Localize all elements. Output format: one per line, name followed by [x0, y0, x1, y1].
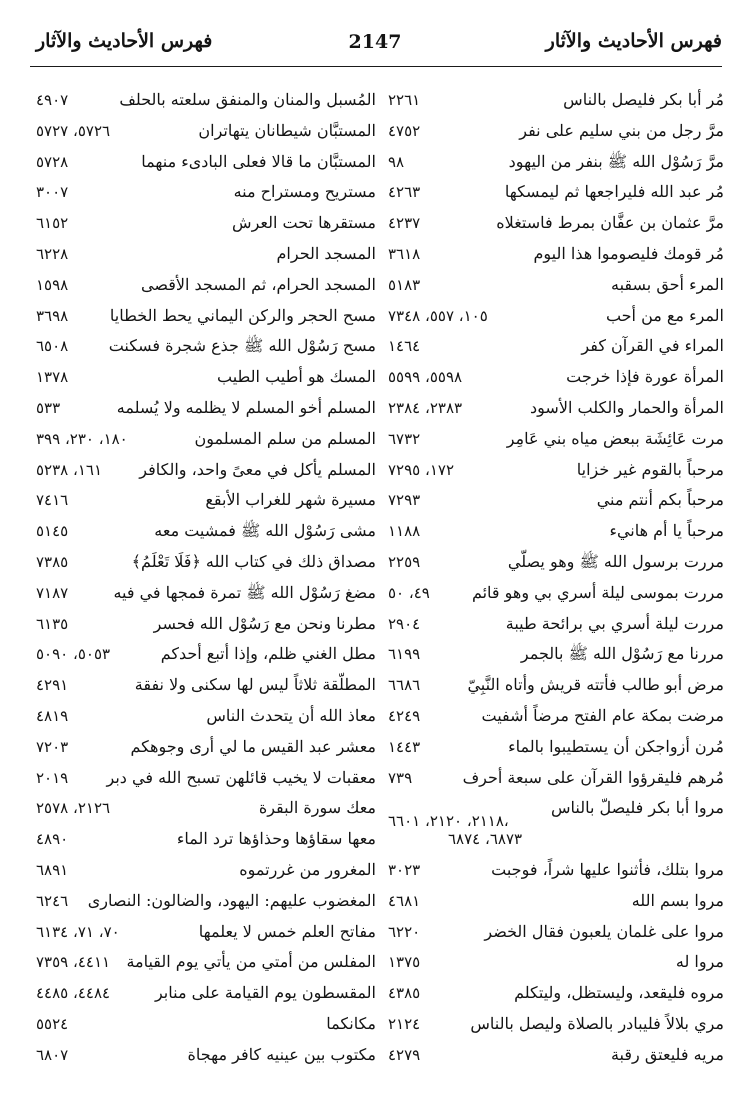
- entry-refs: ٤٢٦٣: [388, 183, 421, 202]
- index-entry: [36, 950, 376, 981]
- entry-text: المسجد الحرام، ثم المسجد الأقصى: [140, 274, 376, 294]
- left-index-column: [36, 88, 376, 1074]
- entry-text: المسجد الحرام: [276, 243, 376, 263]
- index-entry: [36, 889, 376, 920]
- index-entry: [36, 1012, 376, 1043]
- entry-text: مرحباً بالقوم غير خزايا: [576, 459, 724, 479]
- index-entry: [36, 981, 376, 1012]
- index-entry: [36, 673, 376, 704]
- entry-refs: ٥٧٢٨: [36, 152, 69, 171]
- entry-refs: ٤٢٤٩: [388, 706, 421, 725]
- entry-refs: ٧٣٨٥: [36, 552, 69, 571]
- entry-refs: ١٤٦٤: [388, 337, 421, 356]
- entry-text: مرَّ عثمان بن عفَّان بمرط فاستغلاه: [496, 213, 724, 233]
- entry-refs: ٣٦٩٨: [36, 306, 69, 325]
- entry-refs: ٦٧٣٢: [388, 429, 421, 448]
- index-entry: [36, 550, 376, 581]
- entry-refs: ٤٩، ٥٠: [388, 583, 430, 602]
- entry-refs: ٢١٢٦، ٢٥٧٨: [36, 799, 111, 818]
- entry-text: مريه فليعتق رقبة: [610, 1044, 724, 1064]
- index-entry: [388, 519, 724, 550]
- entry-refs: ٤٨٩٠: [36, 830, 69, 849]
- entry-text: مستقرها تحت العرش: [232, 213, 376, 233]
- index-entry: [388, 581, 724, 612]
- entry-text: مرَّ رجل من بني سليم على نفر: [519, 120, 724, 140]
- index-entry: [36, 581, 376, 612]
- index-entry: [36, 735, 376, 766]
- entry-text: مسيرة شهر للغراب الأبقع: [205, 490, 376, 510]
- entry-refs: ٢٣٨٣، ٢٣٨٤: [388, 398, 463, 417]
- index-entry: [388, 796, 724, 831]
- index-entry: [388, 858, 724, 889]
- entry-refs: ٧٢٠٣: [36, 737, 69, 756]
- entry-refs: ٣٠٢٣: [388, 860, 421, 879]
- entry-refs: ٢١١٨، ٢١٢٠، ٦٦٠١،: [388, 812, 509, 831]
- entry-refs: ٦٨٩١: [36, 860, 69, 879]
- index-entry: [36, 827, 376, 858]
- index-entry: [388, 88, 724, 119]
- index-entry: [388, 119, 724, 150]
- index-entry: [388, 150, 724, 181]
- index-entry: [388, 735, 724, 766]
- entry-refs: ٤٦٨١: [388, 891, 421, 910]
- entry-refs: ٦٨٠٧: [36, 1045, 69, 1064]
- entry-refs: ٧٠، ٧١، ٦١٣٤: [36, 922, 120, 941]
- entry-text: مررت برسول الله ﷺ وهو يصلّي: [507, 551, 724, 571]
- index-entry: [36, 427, 376, 458]
- entry-refs: ٤٩٠٧: [36, 91, 69, 109]
- index-entry: [36, 88, 376, 119]
- entry-refs: ١٣٧٨: [36, 368, 69, 387]
- entry-text: معشر عبد القيس ما لي أرى وجوهكم: [130, 736, 376, 756]
- entry-text: مروا على غلمان يلعبون فقال الخضر: [484, 921, 724, 941]
- entry-refs: ٢٢٦١: [388, 91, 421, 109]
- entry-refs: ٦١٣٥: [36, 614, 69, 633]
- entry-refs: ٦٥٠٨: [36, 337, 69, 356]
- entry-text: مُر عبد الله فليراجعها ثم ليمسكها: [504, 182, 724, 202]
- index-entry: [388, 550, 724, 581]
- index-entry: [36, 242, 376, 273]
- index-entry: [388, 211, 724, 242]
- index-entry: [36, 119, 376, 150]
- entry-text: مروا بسم الله: [631, 890, 724, 910]
- entry-text: المراء في القرآن كفر: [581, 336, 724, 356]
- index-entry: [36, 211, 376, 242]
- entry-refs: ٥٥٩٨، ٥٥٩٩: [388, 368, 463, 387]
- index-entry: [388, 334, 724, 365]
- index-entry: [388, 920, 724, 951]
- index-entry: [388, 981, 724, 1012]
- entry-refs: ٢٠١٩: [36, 768, 69, 787]
- entry-refs: ٥٣٣: [36, 398, 61, 417]
- entry-text: المرأة والحمار والكلب الأسود: [530, 397, 724, 417]
- header-title-right: فهرس الأحاديث والآثار: [545, 30, 722, 52]
- index-entry: [388, 242, 724, 273]
- entry-text: المرأة عورة فإذا خرجت: [566, 367, 724, 387]
- index-entry: [388, 673, 724, 704]
- entry-refs: ٧٢٩٣: [388, 491, 421, 510]
- entry-text: معاذ الله أن يتحدث الناس: [206, 705, 376, 725]
- index-entry: [388, 304, 724, 335]
- entry-text: مروه فليقعد، وليستظل، وليتكلم: [514, 983, 724, 1003]
- index-entry: [36, 180, 376, 211]
- entry-refs: ٦٢٤٦: [36, 891, 69, 910]
- entry-refs: ١٠٥، ٥٥٧، ٧٣٤٨: [388, 306, 488, 325]
- entry-refs: ٢٢٥٩: [388, 552, 421, 571]
- entry-refs: ٩٨: [388, 152, 405, 171]
- entry-text: مررنا مع رَسُوْل الله ﷺ بالجمر: [520, 644, 724, 664]
- entry-text: مصداق ذلك في كتاب الله ﴿فَلَا تَعْلَمُ﴾: [131, 551, 376, 571]
- index-entry: [36, 920, 376, 951]
- entry-text: المطلّقة ثلاثاً ليس لها سكنى ولا نفقة: [134, 675, 376, 695]
- entry-refs: ٤٤١١، ٧٣٥٩: [36, 953, 111, 972]
- entry-text: معقبات لا يخيب قائلهن تسبح الله في دبر: [106, 767, 376, 787]
- entry-refs: ٣٠٠٧: [36, 183, 69, 202]
- entry-text: مسح رَسُوْل الله ﷺ جذع شجرة فسكنت: [108, 336, 376, 356]
- entry-refs: ١٨٠، ٢٣٠، ٣٩٩: [36, 429, 128, 448]
- entry-refs: ١١٨٨: [388, 522, 421, 541]
- index-entry: [388, 642, 724, 673]
- index-entry: [388, 950, 724, 981]
- index-entry: [388, 766, 724, 797]
- index-entry: [388, 180, 724, 211]
- entry-text: مُر أبا بكر فليصل بالناس: [563, 90, 724, 109]
- entry-text: مطرنا ونحن مع رَسُوْل الله فحسر: [153, 613, 376, 633]
- entry-text: مُر قومك فليصوموا هذا اليوم: [533, 243, 724, 263]
- entry-text: مرض أبو طالب فأتته قريش وأتاه النَّبِيّ: [467, 675, 724, 695]
- right-index-column: [388, 88, 724, 1074]
- entry-refs: ١٥٩٨: [36, 275, 69, 294]
- entry-text: مسح الحجر والركن اليماني يحط الخطايا: [109, 305, 376, 325]
- entry-text: المفلس من أمتي من يأتي يوم القيامة: [126, 952, 376, 972]
- entry-refs: ٥٥٢٤: [36, 1014, 69, 1033]
- index-entry: [36, 396, 376, 427]
- entry-refs: ٥٧٢٦، ٥٧٢٧: [36, 121, 111, 140]
- entry-text: المستبَّان ما قالا فعلى البادىء منهما: [141, 151, 376, 171]
- entry-text: مروا أبا بكر فليصلّ بالناس: [550, 798, 724, 818]
- index-entry: [388, 365, 724, 396]
- entry-refs: ٧٤١٦: [36, 491, 69, 510]
- entry-text: مُرهم فليقرؤوا القرآن على سبعة أحرف: [462, 767, 724, 787]
- entry-text: مررت بموسى ليلة أسري بي وهو قائم: [471, 582, 724, 602]
- index-entry: [36, 273, 376, 304]
- entry-text: مرضت بمكة عام الفتح مرضاً أشفيت: [481, 705, 724, 725]
- header-title-left: فهرس الأحاديث والآثار: [36, 30, 213, 52]
- entry-text: مكانكما: [326, 1013, 376, 1033]
- entry-text: المقسطون يوم القيامة على منابر: [154, 983, 376, 1003]
- entry-refs: ٤٨١٩: [36, 706, 69, 725]
- entry-refs: ٢٩٠٤: [388, 614, 421, 633]
- entry-refs-continued: ٦٨٧٣، ٦٨٧٤: [448, 830, 523, 849]
- index-entry: [388, 612, 724, 643]
- entry-refs: ٤٧٥٢: [388, 121, 421, 140]
- entry-text: المُسبل والمنان والمنفق سلعته بالحلف: [119, 90, 376, 109]
- entry-refs: ٦٦٨٦: [388, 676, 421, 695]
- entry-refs: ٦١٥٢: [36, 214, 69, 233]
- entry-refs: ٥١٤٥: [36, 522, 69, 541]
- index-entry: [36, 150, 376, 181]
- entry-refs: ٤٣٨٥: [388, 984, 421, 1003]
- entry-text: مرحباً بكم أنتم مني: [596, 490, 724, 510]
- entry-refs: ٤٢٩١: [36, 676, 69, 695]
- entry-text: مفاتح العلم خمس لا يعلمها: [198, 921, 376, 941]
- entry-text: مستريح ومستراح منه: [233, 182, 376, 202]
- index-entry: [388, 458, 724, 489]
- entry-refs: ٤٢٧٩: [388, 1045, 421, 1064]
- entry-refs: ١٣٧٥: [388, 953, 421, 972]
- index-entry: [36, 458, 376, 489]
- entry-refs: ٢١٢٤: [388, 1014, 421, 1033]
- entry-text: مكتوب بين عينيه كافر مهجاة: [187, 1044, 376, 1064]
- index-entry: [36, 766, 376, 797]
- index-entry: [36, 796, 376, 827]
- page-number: 2147: [348, 31, 402, 53]
- entry-text: مرت عَائِشَة ببعض مياه بني عَامِر: [506, 428, 724, 448]
- entry-refs: ٦١٩٩: [388, 645, 421, 664]
- entry-refs: ١٧٢، ٧٢٩٥: [388, 460, 455, 479]
- entry-text: مروا له: [675, 952, 724, 972]
- entry-text: مشى رَسُوْل الله ﷺ فمشيت معه: [154, 521, 376, 541]
- index-entry: [36, 642, 376, 673]
- index-entry-continuation: [388, 827, 724, 858]
- index-entry: [36, 519, 376, 550]
- entry-text: مضغ رَسُوْل الله ﷺ تمرة فمجها في فيه: [113, 582, 376, 602]
- index-entry: [388, 488, 724, 519]
- entry-refs: ١٤٤٣: [388, 737, 421, 756]
- entry-text: المسلم من سلم المسلمون: [194, 428, 376, 448]
- entry-text: معك سورة البقرة: [258, 798, 376, 818]
- entry-refs: ٣٦١٨: [388, 244, 421, 263]
- entry-text: المسك هو أطيب الطيب: [217, 367, 376, 387]
- index-entry: [36, 704, 376, 735]
- entry-text: المغضوب عليهم: اليهود، والضالون: النصارى: [87, 890, 376, 910]
- entry-text: مروا بتلك، فأثنوا عليها شراً، فوجبت: [491, 859, 724, 879]
- entry-refs: ٥٠٥٣، ٥٠٩٠: [36, 645, 111, 664]
- entry-text: مطل الغني ظلم، وإذا أتبع أحدكم: [160, 644, 376, 664]
- index-entry: [388, 704, 724, 735]
- entry-text: المرء مع من أحب: [605, 305, 724, 325]
- index-entry: [388, 427, 724, 458]
- index-entry: [388, 396, 724, 427]
- entry-text: المرء أحق بسقبه: [611, 274, 724, 294]
- entry-text: مرَّ رَسُوْل الله ﷺ بنفر من اليهود: [508, 151, 724, 171]
- header-rule: [30, 66, 722, 67]
- entry-refs: ٦٢٢٠: [388, 922, 421, 941]
- index-entry: [36, 365, 376, 396]
- index-entry: [36, 304, 376, 335]
- entry-refs: ٧٣٩: [388, 768, 413, 787]
- index-entry: [388, 889, 724, 920]
- index-entry: [36, 612, 376, 643]
- entry-text: مرحباً يا أم هانيء: [609, 521, 724, 541]
- index-entry: [388, 1012, 724, 1043]
- entry-text: مُرن أزواجكن أن يستطيبوا بالماء: [508, 736, 724, 756]
- entry-refs: ١٦١، ٥٢٣٨: [36, 460, 103, 479]
- entry-text: المسلم أخو المسلم لا يظلمه ولا يُسلمه: [116, 397, 376, 417]
- entry-text: المستبَّان شيطانان يتهاتران: [198, 120, 376, 140]
- entry-refs: ٤٤٨٤، ٤٤٨٥: [36, 984, 111, 1003]
- index-entry: [388, 273, 724, 304]
- entry-refs: ٥١٨٣: [388, 275, 421, 294]
- index-entry: [36, 334, 376, 365]
- entry-refs: ٦٢٢٨: [36, 244, 69, 263]
- entry-text: معها سقاؤها وحذاؤها ترد الماء: [176, 829, 376, 849]
- entry-refs: ٤٢٣٧: [388, 214, 421, 233]
- index-entry: [36, 488, 376, 519]
- entry-refs: ٧١٨٧: [36, 583, 69, 602]
- entry-text: المغرور من غررتموه: [239, 859, 376, 879]
- index-entry: [36, 858, 376, 889]
- entry-text: مري بلالاً فليبادر بالصلاة وليصل بالناس: [470, 1013, 724, 1033]
- index-entry: [388, 1043, 724, 1074]
- index-entry: [36, 1043, 376, 1074]
- entry-text: مررت ليلة أسري بي برائحة طيبة: [505, 613, 724, 633]
- entry-text: المسلم يأكل في معىً واحد، والكافر: [139, 459, 376, 479]
